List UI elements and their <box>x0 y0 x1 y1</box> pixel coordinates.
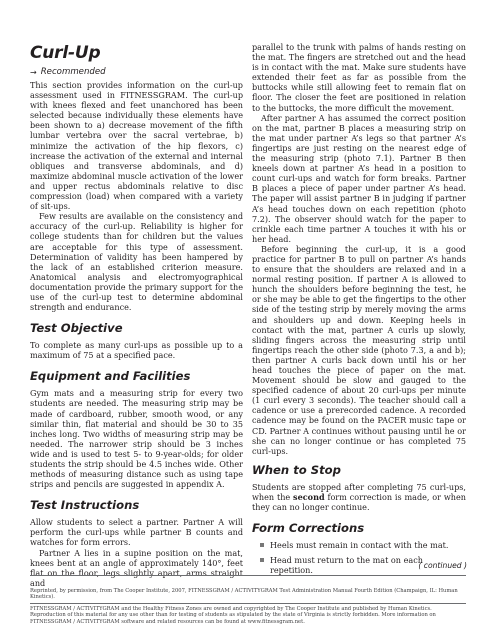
right-column <box>252 42 466 580</box>
square-bullet-icon <box>260 558 264 562</box>
equipment-heading: Equipment and Facilities <box>30 369 191 384</box>
square-bullet-icon <box>260 543 264 547</box>
procedure-paragraph: Before beginning the curl-up, it is a good practice for partner B to pull on partner A’s hands to ensure that the shoulders are relaxed and in a normal resting position. If partner A is allowed to hunch the shoulders before beginning the test, he or she may be able to get the fingertips to the other side of the testing strip by merely moving the arms and shoulders up and down. Keeping heels in contact with the mat, partner A curls up slowly, sliding fingers across the measuring strip until fingertips reach the other side (photo 7.3, a and b); then partner A curls back down until his or her head touches the piece of paper on the mat. Movement should be slow and gauged to the specified cadence of about 20 curl-ups per minute (1 curl every 3 seconds). The teacher should call a cadence or use a prerecorded cadence. A recorded cadence may be found on the PACER music tape or CD. Partner A continues without pausing until he or she can no longer continue or has completed 75 curl-ups. <box>252 243 466 456</box>
equipment-paragraph: Gym mats and a measuring strip for every two students are needed. The measuring strip may be made of cardboard, rubber, smooth wood, or any similar thin, flat material and should be 30 to 35 inches long. Two widths of measuring strip may be needed. The narrower strip should be 3 inches wide and is used to test 5- to 9-year-olds; for older students the strip should be 4.5 inches wide. Other methods of measuring distance such as using tape strips and pencils are suggested in appendix A. <box>30 388 243 490</box>
stop-heading: When to Stop <box>252 462 341 477</box>
instructions-paragraph-2: Partner A lies in a supine position on the mat, knees bent at an angle of approximately 140°, feet flat on the floor, legs slightly apart, arms straight and <box>30 547 243 588</box>
footer-credits <box>30 588 466 625</box>
strip-paragraph: After partner A has assumed the correct position on the mat, partner B places a measuring strip on the mat under partner A’s legs so that partner A’s fingertips are just resting on the nearest edge of the measuring strip (photo 7.1). Partner B then kneels down at partner A’s head in a position to count curl-ups and watch for form breaks. Partner B places a piece of paper under partner A’s head. The paper will assist partner B in judging if partner A’s head touches down on each repetition (photo 7.2). The observer should watch for the paper to crinkle each time partner A touches it with his or her head. <box>252 112 466 244</box>
correction-text: Heels must remain in contact with the mat. <box>270 540 449 551</box>
footer-copyright-note: FITNESSGRAM / ACTIVITYGRAM and the Healthy Fitness Zones are owned and copyrighted by The Cooper Institute and published by Human Kinetics. Reproduction of this material for any use other than for testing of students as stipulated by the state of Virginia is strictly forbidden. More information on FITNESSGRAM / ACTIVITYGRAM software and related resources can be found at www.fitnessgram.net. <box>30 605 436 625</box>
recommended-tag <box>30 67 243 77</box>
left-column <box>30 43 243 588</box>
objective-heading: Test Objective <box>30 321 123 336</box>
footer-reprint-note: Reprinted, by permission, from The Cooper Institute, 2007, FITNESSGRAM / ACTIVITYGRAM Test Administration Manual Fourth Edition (Champaign, IL: Human Kinetics). <box>30 588 458 601</box>
stop-text-before: Students are stopped after completing 75 curl-ups, when the <box>252 481 466 502</box>
instructions-paragraph-1: Allow students to select a partner. Partner A will perform the curl-ups while partner B counts and watches for form errors. <box>30 517 243 548</box>
correction-text: Head must return to the mat on each repetition. <box>270 555 423 576</box>
recommended-label: Recommended <box>40 67 106 77</box>
arrow-icon: → <box>30 67 37 77</box>
corrections-heading: Form Corrections <box>252 521 365 536</box>
reliability-paragraph: Few results are available on the consistency and accuracy of the curl-up. Reliability is higher for college students than for children but the values are acceptable for this type of assessment. Determination of validity has been hampered by the lack of an established criterion measure. Anatomical analysis and electromyographical documentation provide the primary support for the use of the curl-up test to determine abdominal strength and endurance. <box>30 211 243 313</box>
corrections-list <box>252 540 466 575</box>
stop-paragraph <box>252 482 466 512</box>
footer-divider <box>30 575 466 576</box>
stop-text-bold: second <box>293 491 325 502</box>
intro-paragraph: This section provides information on the curl-up assessment used in FITNESSGRAM. The curl-up with knees flexed and feet unanchored has been selected because individually these elements have been shown to a) decrease movement of the fifth lumbar vertebra over the sacral vertebrae, b) minimize the activation of the hip flexors, c) increase the activation of the external and internal obliques and transverse abdominals, and d) maximize abdominal muscle activation of the lower and upper rectus abdominals relative to disc compression (load) when compared with a variety of sit-ups. <box>30 80 243 212</box>
objective-paragraph: To complete as many curl-ups as possible up to a maximum of 75 at a specified pace. <box>30 340 243 361</box>
footer-inner-divider <box>30 603 466 604</box>
page-title: Curl-Up <box>30 43 101 63</box>
stop-text-after: form correction is made, or when they can no longer continue. <box>252 491 467 513</box>
list-item <box>252 540 466 550</box>
continued-note: ( continued ) <box>418 561 467 570</box>
position-paragraph: parallel to the trunk with palms of hands resting on the mat. The fingers are stretched out and the head is in contact with the mat. Make sure students have extended their feet as far as possible from the buttocks while still allowing feet to remain flat on floor. The closer the feet are positioned in relation to the buttocks, the more difficult the movement. <box>252 42 466 113</box>
instructions-heading: Test Instructions <box>30 498 140 513</box>
